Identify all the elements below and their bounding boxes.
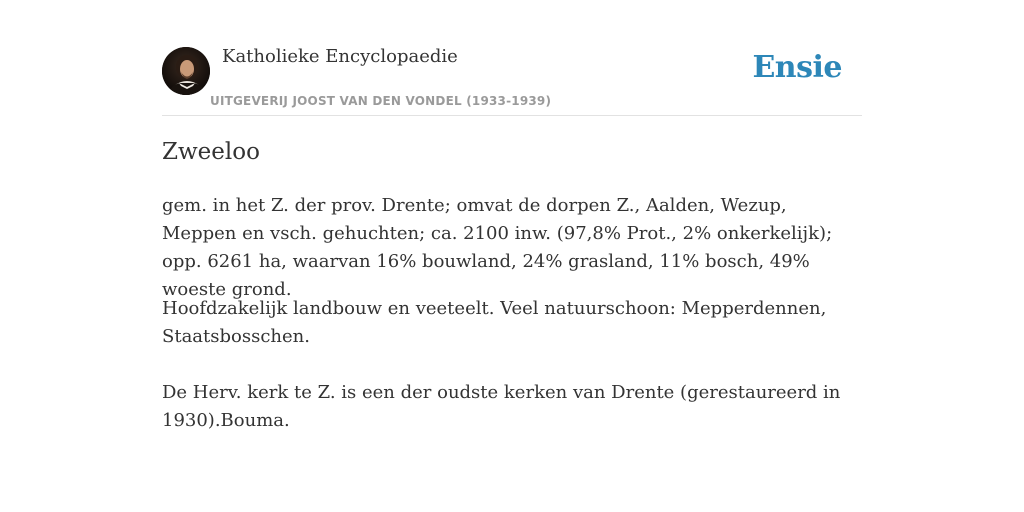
source-avatar[interactable] — [162, 47, 210, 95]
source-publisher: UITGEVERIJ JOOST VAN DEN VONDEL (1933-1939) — [210, 94, 552, 108]
portrait-avatar-icon — [162, 47, 210, 95]
page-container — [162, 0, 862, 512]
entry-title: Zweeloo — [162, 139, 260, 165]
entry-paragraph: Hoofdzakelijk landbouw en veeteelt. Veel natuurschoon: Mepperdennen, Staatsbosschen. — [162, 298, 827, 347]
ensie-logo[interactable]: Ensie — [752, 50, 842, 85]
entry-paragraph: gem. in het Z. der prov. Drente; omvat de dorpen Z., Aalden, Wezup, Meppen en vsch. gehuchten; ca. 2100 inw. (97,8% Prot., 2% onkerkelijk); opp. 6261 ha, waarvan 16% bouwland, 24% grasland, 11% bosch, 49% woeste grond. — [162, 195, 833, 300]
entry-paragraph: De Herv. kerk te Z. is een der oudste kerken van Drente (gerestaureerd in 1930).Bouma. — [162, 382, 841, 431]
source-header — [162, 0, 862, 116]
source-title[interactable]: Katholieke Encyclopaedie — [222, 46, 458, 67]
